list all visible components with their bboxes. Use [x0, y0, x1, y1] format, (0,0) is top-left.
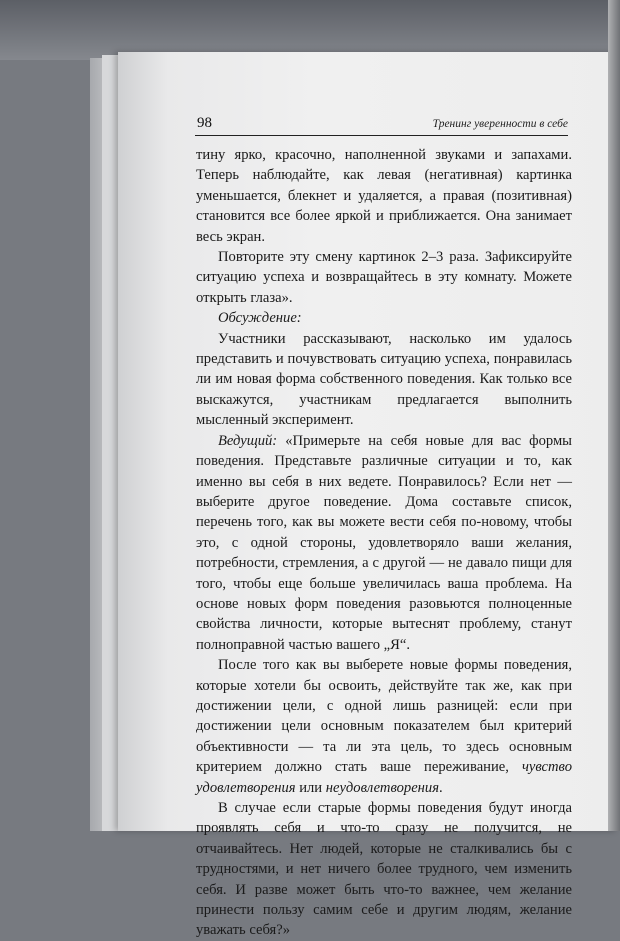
discussion-heading: Обсуждение: [218, 310, 302, 327]
paragraph-6 [196, 655, 572, 798]
emphasis-satisfaction: чувство удовлетворения [196, 759, 572, 796]
page-header [195, 117, 568, 136]
paragraph-7: В случае если старые формы поведения будут иногда проявлять себя и что-то сразу не получится, не отчаивайтесь. Нет людей, которые не сталкивались бы с трудностями, и нет ничего более трудного, чем изменить себя. И разве может быть что-то важнее, чем желание принести пользу самим себе и другим людям, желание уважать себя?» [196, 800, 572, 939]
scan-background-top [0, 0, 620, 60]
paragraph-6-text: После того как вы выберете новые формы поведения, которые хотели бы освоить, действуйте так же, как при достижении цели, с одной лишь разницей: если при достижении цели основным показателем был критерий объективности — та ли эта цель, то здесь основным критерием должно стать ваше переживание, [196, 657, 572, 776]
paragraph-6-end: . [439, 779, 443, 796]
paragraph-1: тину ярко, красочно, наполненной звуками и запахами. Теперь наблюдайте, как левая (негативная) картинка уменьшается, блекнет и удаляется, а правая (позитивная) становится все более яркой и приближается. Она занимает весь экран. [196, 147, 572, 245]
body-text [196, 145, 572, 941]
paragraph-6-mid: или [295, 779, 326, 796]
scan-right-shadow [608, 0, 620, 831]
paragraph-5 [196, 431, 572, 655]
emphasis-dissatisfaction: неудовлетворения [325, 779, 440, 796]
speaker-label: Ведущий: [218, 432, 278, 449]
paragraph-4: Участники рассказывают, насколько им удалось представить и почувствовать ситуацию успеха, понравилась ли им новая форма собственного поведения. Как только все выскажутся, участникам предлагается выполнить мысленный эксперимент. [196, 330, 572, 429]
paragraph-2: Повторите эту смену картинок 2–3 раза. Зафиксируйте ситуацию успеха и возвращайтесь в эту комнату. Можете открыть глаза». [196, 249, 572, 306]
speaker-text: «Примерьте на себя новые для вас формы поведения. Представьте различные ситуации и то, как именно вы себя в них ведете. Понравилось? Если нет — выберите другое поведение. Дома составьте список, перечень того, как вы можете вести себя по-новому, чтобы это, с одной стороны, удовлетворяло ваши желания, потребности, стремления, а с другой — не давало пищи для того, чтобы еще больше увеличилась ваша проблема. На основе новых форм поведения разовьются полноценные свойства личности, которые вытеснят проблему, станут полноправной частью вашего „Я“. [196, 432, 572, 653]
running-title: Тренинг уверенности в себе [432, 118, 568, 130]
page-number: 98 [197, 115, 212, 131]
